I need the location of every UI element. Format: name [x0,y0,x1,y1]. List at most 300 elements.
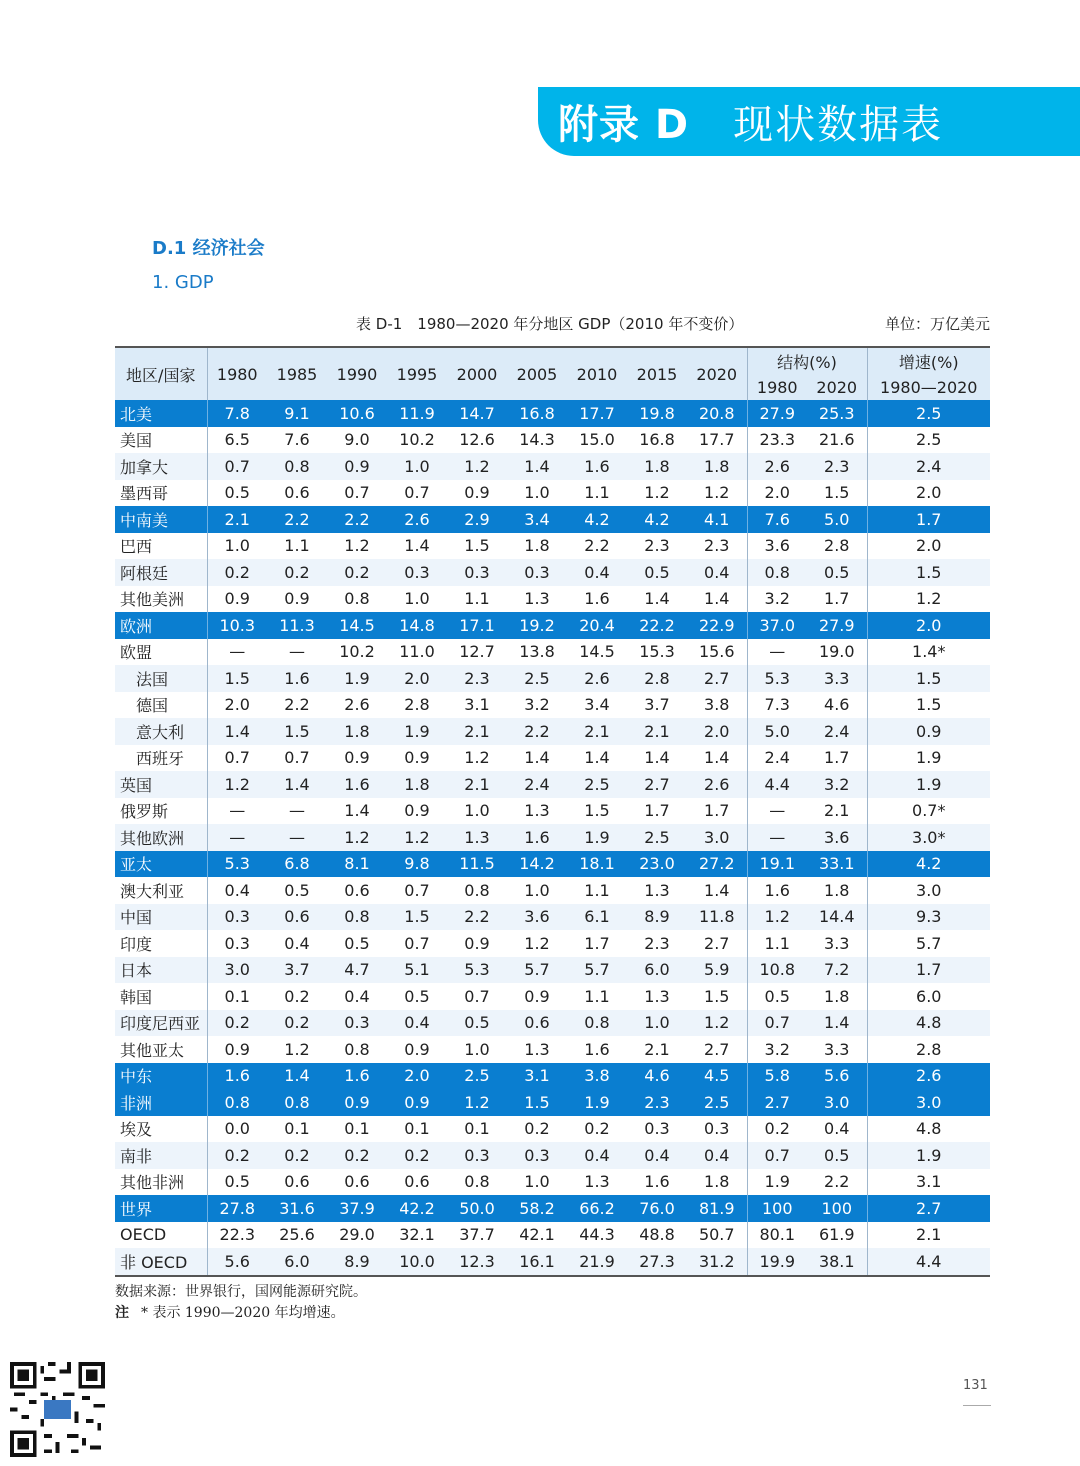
row-label: 北美 [115,400,207,427]
table-cell: 1.6 [267,665,327,692]
table-cell: 5.7 [567,957,627,984]
table-cell: 1.4* [867,639,990,666]
table-cell: 23.0 [627,851,687,878]
table-cell: 2.5 [507,665,567,692]
table-row [115,453,990,480]
table-cell: 0.9 [327,453,387,480]
table-cell: 0.7 [387,877,447,904]
table-cell: 1.2 [267,1036,327,1063]
table-cell: 4.5 [687,1063,747,1090]
gdp-table [115,346,990,1277]
table-cell: 37.7 [447,1222,507,1249]
table-cell: 27.9 [747,400,807,427]
table-cell: 1.5 [387,904,447,931]
table-cell: 0.2 [207,1142,267,1169]
table-cell: 15.0 [567,427,627,454]
table-cell: 14.5 [567,639,627,666]
table-cell: 3.3 [807,930,867,957]
qr-code-icon[interactable] [10,1362,105,1457]
table-cell: 0.2 [327,1142,387,1169]
header-year: 1990 [327,347,387,400]
table-cell: 3.4 [507,506,567,533]
table-cell: 1.4 [387,533,447,560]
table-cell: 1.5 [267,718,327,745]
table-cell: 2.6 [567,665,627,692]
table-cell: 0.6 [267,904,327,931]
table-cell: 0.1 [447,1116,507,1143]
table-cell: 12.3 [447,1248,507,1276]
table-cell: 5.3 [747,665,807,692]
table-cell: 2.1 [807,798,867,825]
row-label: 俄罗斯 [115,798,207,825]
table-cell: 0.6 [267,1169,327,1196]
table-row [115,559,990,586]
region-row [115,506,990,533]
table-cell: 0.7 [387,930,447,957]
table-cell: 2.8 [627,665,687,692]
table-cell: 0.6 [327,877,387,904]
row-label: 英国 [115,771,207,798]
table-cell: 19.9 [747,1248,807,1276]
table-cell: 3.6 [507,904,567,931]
table-cell: 1.9 [567,824,627,851]
table-cell: 1.5 [867,665,990,692]
table-cell: 2.2 [567,533,627,560]
table-cell: 15.3 [627,639,687,666]
table-cell: 0.9 [387,798,447,825]
table-cell: 0.3 [327,1010,387,1037]
table-cell: 1.8 [687,1169,747,1196]
note-label: 注 [115,1305,129,1321]
row-label: 欧盟 [115,639,207,666]
table-cell: 1.7 [867,506,990,533]
table-cell: 1.6 [207,1063,267,1090]
table-cell: 0.8 [207,1089,267,1116]
table-cell: 19.0 [807,639,867,666]
table-cell: 80.1 [747,1222,807,1249]
table-cell: 1.8 [687,453,747,480]
table-cell: 3.0* [867,824,990,851]
table-cell: 2.8 [867,1036,990,1063]
header-growth-period: 1980—2020 [867,374,990,400]
table-cell: 5.1 [387,957,447,984]
table-cell: 1.5 [507,1089,567,1116]
header-year: 2010 [567,347,627,400]
section-title: D.1 经济社会 [152,238,265,259]
table-cell: — [207,639,267,666]
header-year: 1985 [267,347,327,400]
table-cell: 0.3 [507,1142,567,1169]
table-row [115,824,990,851]
table-cell: 17.7 [567,400,627,427]
table-cell: 2.6 [867,1063,990,1090]
table-cell: 0.2 [267,1142,327,1169]
table-cell: 1.3 [507,586,567,613]
table-cell: 1.4 [327,798,387,825]
table-cell: 38.1 [807,1248,867,1276]
table-cell: 1.4 [207,718,267,745]
table-cell: 1.6 [747,877,807,904]
table-cell: 0.2 [387,1142,447,1169]
table-cell: 5.7 [867,930,990,957]
table-cell: 0.3 [507,559,567,586]
table-cell: 66.2 [567,1195,627,1222]
table-cell: 2.0 [747,480,807,507]
header-year: 1980 [207,347,267,400]
table-cell: 3.3 [807,1036,867,1063]
table-cell: 2.3 [627,1089,687,1116]
header-growth: 增速(%) [867,347,990,374]
table-cell: 1.2 [387,824,447,851]
table-cell: 12.7 [447,639,507,666]
table-cell: 7.6 [267,427,327,454]
table-cell: 1.6 [327,1063,387,1090]
table-cell: — [267,798,327,825]
table-cell: 3.0 [807,1089,867,1116]
row-label: 其他非洲 [115,1169,207,1196]
row-label: 南非 [115,1142,207,1169]
table-cell: 3.4 [567,692,627,719]
table-cell: 3.2 [747,586,807,613]
table-cell: 1.2 [447,745,507,772]
table-cell: 81.9 [687,1195,747,1222]
row-label: 非 OECD [115,1248,207,1276]
table-cell: 1.1 [567,877,627,904]
table-cell: 3.0 [687,824,747,851]
table-cell: 0.9 [207,586,267,613]
row-label: 加拿大 [115,453,207,480]
table-cell: 29.0 [327,1222,387,1249]
table-cell: 14.3 [507,427,567,454]
table-cell: 1.0 [207,533,267,560]
table-cell: 1.6 [567,586,627,613]
table-caption: 表 D-1 1980—2020 年分地区 GDP（2010 年不变价） [356,315,744,333]
table-cell: 1.1 [267,533,327,560]
table-row [115,1169,990,1196]
table-cell: 33.1 [807,851,867,878]
table-cell: 10.3 [207,612,267,639]
table-row [115,692,990,719]
table-cell: 0.2 [507,1116,567,1143]
table-cell: 17.1 [447,612,507,639]
table-row [115,798,990,825]
table-cell: 1.4 [687,877,747,904]
table-cell: 0.5 [747,983,807,1010]
table-cell: 0.6 [267,480,327,507]
table-cell: 5.0 [807,506,867,533]
table-cell: 10.8 [747,957,807,984]
table-cell: 25.3 [807,400,867,427]
row-label: 阿根廷 [115,559,207,586]
table-cell: 3.0 [207,957,267,984]
table-cell: 2.7 [747,1089,807,1116]
row-label: 法国 [115,665,207,692]
table-cell: 1.0 [507,877,567,904]
table-cell: 0.4 [207,877,267,904]
table-cell: 0.4 [567,559,627,586]
table-cell: 27.3 [627,1248,687,1276]
table-cell: 0.5 [447,1010,507,1037]
table-cell: 1.8 [507,533,567,560]
table-cell: 2.6 [327,692,387,719]
table-cell: 0.8 [447,1169,507,1196]
row-label: 德国 [115,692,207,719]
table-cell: 50.7 [687,1222,747,1249]
table-cell: 1.6 [627,1169,687,1196]
table-cell: 2.1 [627,1036,687,1063]
table-cell: 2.4 [867,453,990,480]
table-cell: 3.7 [267,957,327,984]
data-source: 数据来源：世界银行，国网能源研究院。 [115,1284,367,1300]
table-cell: 6.0 [267,1248,327,1276]
table-cell: 2.4 [747,745,807,772]
section-subtitle: 1. GDP [152,272,214,293]
table-cell: 4.2 [627,506,687,533]
table-cell: 1.8 [807,877,867,904]
table-cell: 2.1 [627,718,687,745]
row-label: 意大利 [115,718,207,745]
table-cell: 0.2 [567,1116,627,1143]
table-cell: 10.0 [387,1248,447,1276]
table-cell: 3.0 [867,877,990,904]
table-cell: 1.2 [507,930,567,957]
table-cell: 9.0 [327,427,387,454]
table-cell: 0.9 [207,1036,267,1063]
table-cell: 0.9 [507,983,567,1010]
table-cell: 8.9 [327,1248,387,1276]
table-cell: 1.3 [627,877,687,904]
table-cell: 7.3 [747,692,807,719]
row-label: 非洲 [115,1089,207,1116]
table-cell: 14.8 [387,612,447,639]
row-label: 西班牙 [115,745,207,772]
table-cell: 1.8 [327,718,387,745]
table-cell: 0.5 [387,983,447,1010]
table-cell: — [267,639,327,666]
table-cell: 2.2 [507,718,567,745]
header-year: 2020 [687,347,747,400]
appendix-title: 现状数据表 [733,102,944,148]
table-cell: 1.1 [447,586,507,613]
table-cell: 16.1 [507,1248,567,1276]
table-row [115,586,990,613]
table-cell: 31.6 [267,1195,327,1222]
table-cell: 0.6 [327,1169,387,1196]
table-cell: 2.5 [567,771,627,798]
table-cell: 31.2 [687,1248,747,1276]
table-cell: 0.8 [267,1089,327,1116]
table-cell: 0.5 [267,877,327,904]
table-cell: 3.2 [507,692,567,719]
table-cell: 61.9 [807,1222,867,1249]
table-row [115,1248,990,1276]
table-cell: 0.5 [327,930,387,957]
table-cell: 1.2 [627,480,687,507]
table-row [115,480,990,507]
table-cell: 22.3 [207,1222,267,1249]
table-cell: 2.5 [867,427,990,454]
region-row [115,612,990,639]
table-cell: 58.2 [507,1195,567,1222]
table-cell: 2.4 [507,771,567,798]
table-cell: 50.0 [447,1195,507,1222]
table-cell: 14.2 [507,851,567,878]
table-cell: 0.4 [687,559,747,586]
table-cell: 100 [807,1195,867,1222]
table-cell: 2.7 [867,1195,990,1222]
table-cell: 0.9 [447,480,507,507]
table-cell: 19.2 [507,612,567,639]
table-cell: 2.0 [867,533,990,560]
table-cell: 0.7 [747,1010,807,1037]
table-cell: 6.0 [627,957,687,984]
row-label: 美国 [115,427,207,454]
table-cell: 5.3 [207,851,267,878]
table-cell: 3.2 [807,771,867,798]
table-cell: 27.9 [807,612,867,639]
table-cell: 2.6 [687,771,747,798]
table-cell: 0.4 [327,983,387,1010]
table-cell: 1.6 [567,453,627,480]
region-row [115,400,990,427]
table-cell: 1.5 [207,665,267,692]
table-cell: 5.0 [747,718,807,745]
table-cell: 1.3 [507,798,567,825]
table-cell: 1.2 [327,824,387,851]
table-row [115,427,990,454]
table-cell: 2.8 [807,533,867,560]
table-cell: 2.8 [387,692,447,719]
table-cell: 2.7 [627,771,687,798]
table-cell: 1.0 [447,798,507,825]
table-cell: 6.5 [207,427,267,454]
table-cell: 4.6 [807,692,867,719]
table-row [115,904,990,931]
table-cell: 0.2 [267,1010,327,1037]
table-cell: 0.7 [447,983,507,1010]
region-row [115,851,990,878]
header-year: 2015 [627,347,687,400]
table-cell: 0.7 [267,745,327,772]
table-cell: 2.5 [447,1063,507,1090]
table-cell: 1.2 [687,1010,747,1037]
table-cell: 0.4 [627,1142,687,1169]
table-cell: 0.7 [207,745,267,772]
table-cell: 0.7 [327,480,387,507]
table-cell: 2.2 [807,1169,867,1196]
table-cell: 5.8 [747,1063,807,1090]
table-cell: 12.6 [447,427,507,454]
table-cell: 19.1 [747,851,807,878]
table-cell: 16.8 [507,400,567,427]
region-row [115,1063,990,1090]
table-cell: 2.0 [387,665,447,692]
region-row [115,1195,990,1222]
table-cell: 20.8 [687,400,747,427]
table-cell: 2.5 [867,400,990,427]
table-cell: 0.4 [567,1142,627,1169]
table-cell: 15.6 [687,639,747,666]
table-cell: 0.4 [267,930,327,957]
table-cell: 1.8 [807,983,867,1010]
row-label: 墨西哥 [115,480,207,507]
table-row [115,771,990,798]
table-cell: 4.7 [327,957,387,984]
table-cell: 11.3 [267,612,327,639]
table-cell: 14.4 [807,904,867,931]
table-cell: 1.9 [387,718,447,745]
table-cell: 11.9 [387,400,447,427]
table-cell: 1.5 [447,533,507,560]
table-cell: 37.0 [747,612,807,639]
table-cell: 4.2 [867,851,990,878]
table-cell: 0.9 [327,745,387,772]
table-cell: 4.4 [747,771,807,798]
table-cell: 0.3 [387,559,447,586]
table-cell: 1.5 [567,798,627,825]
table-cell: 2.2 [327,506,387,533]
table-cell: 0.3 [687,1116,747,1143]
table-cell: 1.2 [867,586,990,613]
table-row [115,718,990,745]
table-cell: 3.8 [567,1063,627,1090]
table-cell: 1.7 [807,586,867,613]
table-cell: 1.4 [567,745,627,772]
table-row [115,533,990,560]
table-cell: 0.8 [747,559,807,586]
table-cell: 1.2 [207,771,267,798]
row-label: 中东 [115,1063,207,1090]
table-cell: 0.1 [387,1116,447,1143]
table-cell: 21.6 [807,427,867,454]
row-label: 中南美 [115,506,207,533]
table-cell: 0.7 [207,453,267,480]
table-row [115,1142,990,1169]
table-cell: 0.5 [207,1169,267,1196]
row-label: 世界 [115,1195,207,1222]
table-row [115,665,990,692]
table-cell: 2.9 [447,506,507,533]
table-cell: 37.9 [327,1195,387,1222]
table-cell: 76.0 [627,1195,687,1222]
table-cell: 1.7 [867,957,990,984]
table-cell: 3.7 [627,692,687,719]
table-cell: 0.9 [867,718,990,745]
table-cell: 1.4 [687,745,747,772]
header-region: 地区/国家 [115,347,207,400]
table-cell: 0.2 [747,1116,807,1143]
table-cell: 1.7 [807,745,867,772]
row-label: 欧洲 [115,612,207,639]
table-cell: 0.5 [807,1142,867,1169]
table-cell: 0.1 [327,1116,387,1143]
table-cell: 32.1 [387,1222,447,1249]
table-cell: 5.6 [207,1248,267,1276]
table-cell: — [207,824,267,851]
table-cell: — [267,824,327,851]
table-cell: 2.2 [267,506,327,533]
table-cell: 11.5 [447,851,507,878]
table-cell: 0.2 [267,559,327,586]
table-cell: 1.9 [867,745,990,772]
table-body [115,400,990,1276]
table-cell: 0.3 [207,930,267,957]
table-cell: 0.2 [207,1010,267,1037]
table-cell: 0.8 [447,877,507,904]
table-cell: 0.3 [447,1142,507,1169]
table-cell: 4.8 [867,1010,990,1037]
table-cell: 14.7 [447,400,507,427]
